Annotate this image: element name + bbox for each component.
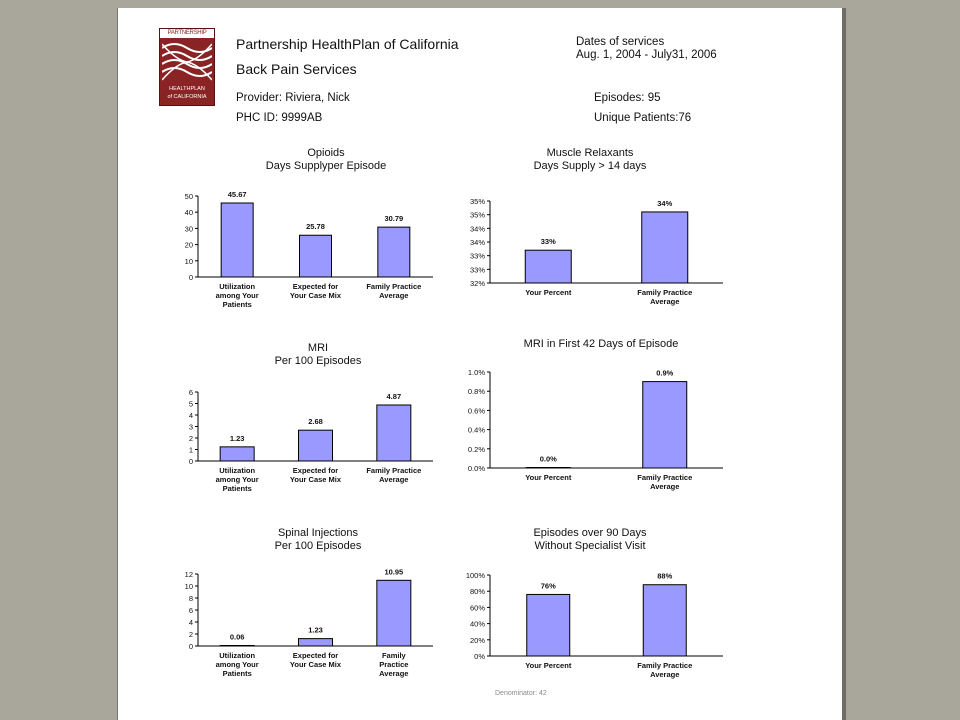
y-tick-label: 8 bbox=[188, 594, 193, 603]
spinal-injections-title-line: Spinal Injections bbox=[277, 527, 359, 539]
bar bbox=[220, 447, 254, 461]
x-tick-label: Family Practice bbox=[637, 288, 693, 297]
x-tick-label: Your Case Mix bbox=[289, 291, 342, 300]
mri-first-42-title bbox=[486, 338, 716, 351]
y-tick-label: 35% bbox=[469, 210, 485, 220]
x-tick-label: Practice bbox=[379, 660, 409, 669]
data-label: 0.9% bbox=[656, 368, 674, 378]
opioids-title bbox=[226, 147, 426, 173]
x-tick-label: Utilization bbox=[219, 282, 256, 291]
y-tick-label: 33% bbox=[469, 265, 485, 275]
y-tick-label: 2 bbox=[188, 630, 193, 639]
y-tick-label: 2 bbox=[188, 434, 193, 443]
spinal-injections-title bbox=[218, 527, 418, 553]
x-tick-label: Patients bbox=[222, 669, 252, 678]
episodes-label: Episodes: 95 bbox=[594, 92, 661, 104]
y-tick-label: 0 bbox=[188, 273, 193, 282]
data-label: 0.0% bbox=[539, 454, 557, 464]
data-label: 33% bbox=[540, 237, 556, 247]
opioids-subtitle-line: Days Supplyper Episode bbox=[265, 160, 387, 172]
unique-patients-label: Unique Patients:76 bbox=[594, 112, 692, 124]
x-tick-label: Family Practice bbox=[366, 466, 422, 475]
bar bbox=[377, 405, 411, 461]
bar bbox=[643, 382, 687, 468]
x-tick-label: Expected for bbox=[292, 651, 339, 660]
y-tick-label: 34% bbox=[469, 224, 485, 234]
y-tick-label: 35% bbox=[469, 197, 485, 206]
x-tick-label: Your Case Mix bbox=[289, 475, 342, 484]
mri-subtitle-line: Per 100 Episodes bbox=[274, 355, 362, 367]
mri-first-42-chart bbox=[448, 360, 728, 505]
opioids-title-line: Opioids bbox=[307, 147, 345, 159]
y-tick-label: 10 bbox=[184, 582, 193, 591]
y-tick-label: 4 bbox=[188, 618, 193, 627]
mri-chart bbox=[158, 380, 438, 515]
x-tick-label: Utilization bbox=[219, 651, 256, 660]
bar bbox=[221, 203, 253, 277]
y-tick-label: 0.2% bbox=[467, 444, 485, 454]
x-tick-label: Family Practice bbox=[637, 661, 693, 670]
episodes-over-90-chart bbox=[448, 564, 728, 704]
y-tick-label: 1 bbox=[188, 445, 193, 455]
bar bbox=[299, 639, 333, 646]
x-tick-label: Patients bbox=[222, 300, 252, 309]
y-tick-label: 10 bbox=[184, 256, 193, 266]
x-tick-label: among Your bbox=[215, 475, 259, 484]
episodes-over-90-subtitle-line: Without Specialist Visit bbox=[534, 540, 646, 552]
logo-waves-icon bbox=[162, 40, 212, 84]
bar bbox=[643, 585, 686, 656]
x-tick-label: Expected for bbox=[292, 282, 339, 291]
y-tick-label: 33% bbox=[469, 251, 485, 261]
bar bbox=[300, 235, 332, 277]
y-tick-label: 20 bbox=[184, 240, 193, 250]
x-tick-label: among Your bbox=[215, 660, 259, 669]
x-tick-label: Expected for bbox=[292, 466, 339, 475]
y-tick-label: 60% bbox=[469, 603, 485, 613]
mri-title-line: MRI bbox=[307, 342, 329, 354]
y-tick-label: 0% bbox=[474, 652, 485, 661]
y-tick-label: 1.0% bbox=[467, 368, 485, 377]
bar bbox=[220, 646, 254, 647]
y-tick-label: 5 bbox=[188, 399, 193, 409]
data-label: 0.06 bbox=[229, 632, 245, 642]
x-tick-label: Utilization bbox=[219, 466, 256, 475]
bar bbox=[526, 468, 570, 469]
data-label: 88% bbox=[657, 571, 673, 581]
muscle-relaxants-chart bbox=[448, 188, 728, 323]
y-tick-label: 40 bbox=[184, 208, 193, 218]
spinal-injections-subtitle-line: Per 100 Episodes bbox=[274, 540, 362, 552]
x-tick-label: Your Percent bbox=[525, 661, 572, 670]
x-tick-label: Family bbox=[381, 651, 406, 660]
opioids-chart bbox=[158, 188, 438, 323]
data-label: 30.79 bbox=[384, 214, 404, 224]
y-tick-label: 30 bbox=[184, 224, 193, 234]
data-label: 10.95 bbox=[384, 567, 404, 577]
y-tick-label: 40% bbox=[469, 619, 485, 629]
bar bbox=[299, 430, 333, 461]
x-tick-label: Your Percent bbox=[525, 288, 572, 297]
y-tick-label: 0 bbox=[188, 642, 193, 651]
y-tick-label: 34% bbox=[469, 238, 485, 247]
logo-bottom-line2: of CALIFORNIA bbox=[167, 94, 207, 100]
episodes-over-90-title bbox=[490, 527, 690, 553]
x-tick-label: Average bbox=[379, 475, 409, 484]
y-tick-label: 0.8% bbox=[467, 387, 485, 397]
bar bbox=[642, 212, 688, 283]
dates-label: Dates of services bbox=[576, 36, 665, 48]
y-tick-label: 100% bbox=[465, 571, 485, 580]
x-tick-label: Average bbox=[379, 291, 409, 300]
y-tick-label: 0.0% bbox=[467, 464, 485, 473]
logo-bottom-text bbox=[160, 85, 214, 105]
bar bbox=[378, 227, 410, 277]
spinal-injections-chart bbox=[158, 568, 438, 708]
y-tick-label: 0 bbox=[188, 457, 193, 466]
x-tick-label: Family Practice bbox=[366, 282, 422, 291]
y-tick-label: 12 bbox=[184, 570, 193, 579]
bar bbox=[527, 594, 570, 656]
data-label: 25.78 bbox=[306, 222, 325, 232]
phc-id-label: PHC ID: 9999AB bbox=[236, 112, 323, 124]
data-label: 1.23 bbox=[308, 625, 323, 635]
x-tick-label: Family Practice bbox=[637, 473, 693, 482]
data-label: 1.23 bbox=[229, 433, 245, 443]
x-tick-label: Average bbox=[379, 669, 409, 678]
report-page bbox=[118, 8, 842, 720]
x-tick-label: Patients bbox=[222, 484, 252, 493]
report-title: Back Pain Services bbox=[236, 61, 357, 77]
partnership-logo bbox=[159, 28, 215, 106]
data-label: 76% bbox=[540, 581, 556, 591]
y-tick-label: 0.4% bbox=[467, 425, 485, 435]
y-tick-label: 4 bbox=[188, 411, 193, 420]
denominator-note: Denominator: 42 bbox=[495, 690, 547, 697]
logo-top-text: PARTNERSHIP bbox=[160, 29, 214, 38]
y-tick-label: 3 bbox=[188, 422, 193, 432]
x-tick-label: Your Case Mix bbox=[289, 660, 342, 669]
muscle-relaxants-title bbox=[490, 147, 690, 173]
y-tick-label: 20% bbox=[469, 635, 485, 645]
y-tick-label: 32% bbox=[469, 279, 485, 288]
x-tick-label: Your Percent bbox=[525, 473, 572, 482]
data-label: 34% bbox=[657, 198, 673, 208]
x-tick-label: among Your bbox=[215, 291, 259, 300]
dates-value: Aug. 1, 2004 - July31, 2006 bbox=[576, 49, 717, 61]
x-tick-label: Average bbox=[650, 670, 680, 679]
y-tick-label: 6 bbox=[188, 606, 193, 615]
data-label: 2.68 bbox=[308, 417, 323, 427]
logo-bottom-line1: HEALTHPLAN bbox=[169, 86, 205, 92]
mri-first-42-title-line: MRI in First 42 Days of Episode bbox=[523, 338, 679, 350]
y-tick-label: 50 bbox=[184, 192, 193, 201]
bar bbox=[377, 580, 411, 646]
org-name: Partnership HealthPlan of California bbox=[236, 36, 459, 52]
y-tick-label: 80% bbox=[469, 587, 485, 597]
bar bbox=[525, 250, 571, 283]
provider-label: Provider: Riviera, Nick bbox=[236, 92, 350, 104]
muscle-relaxants-subtitle-line: Days Supply > 14 days bbox=[533, 160, 647, 172]
mri-title bbox=[218, 342, 418, 368]
x-tick-label: Average bbox=[650, 482, 680, 491]
data-label: 45.67 bbox=[227, 190, 247, 200]
y-tick-label: 0.6% bbox=[467, 406, 485, 416]
data-label: 4.87 bbox=[386, 391, 402, 401]
x-tick-label: Average bbox=[650, 297, 680, 306]
muscle-relaxants-title-line: Muscle Relaxants bbox=[546, 147, 634, 159]
episodes-over-90-title-line: Episodes over 90 Days bbox=[533, 527, 647, 539]
y-tick-label: 6 bbox=[188, 388, 193, 397]
